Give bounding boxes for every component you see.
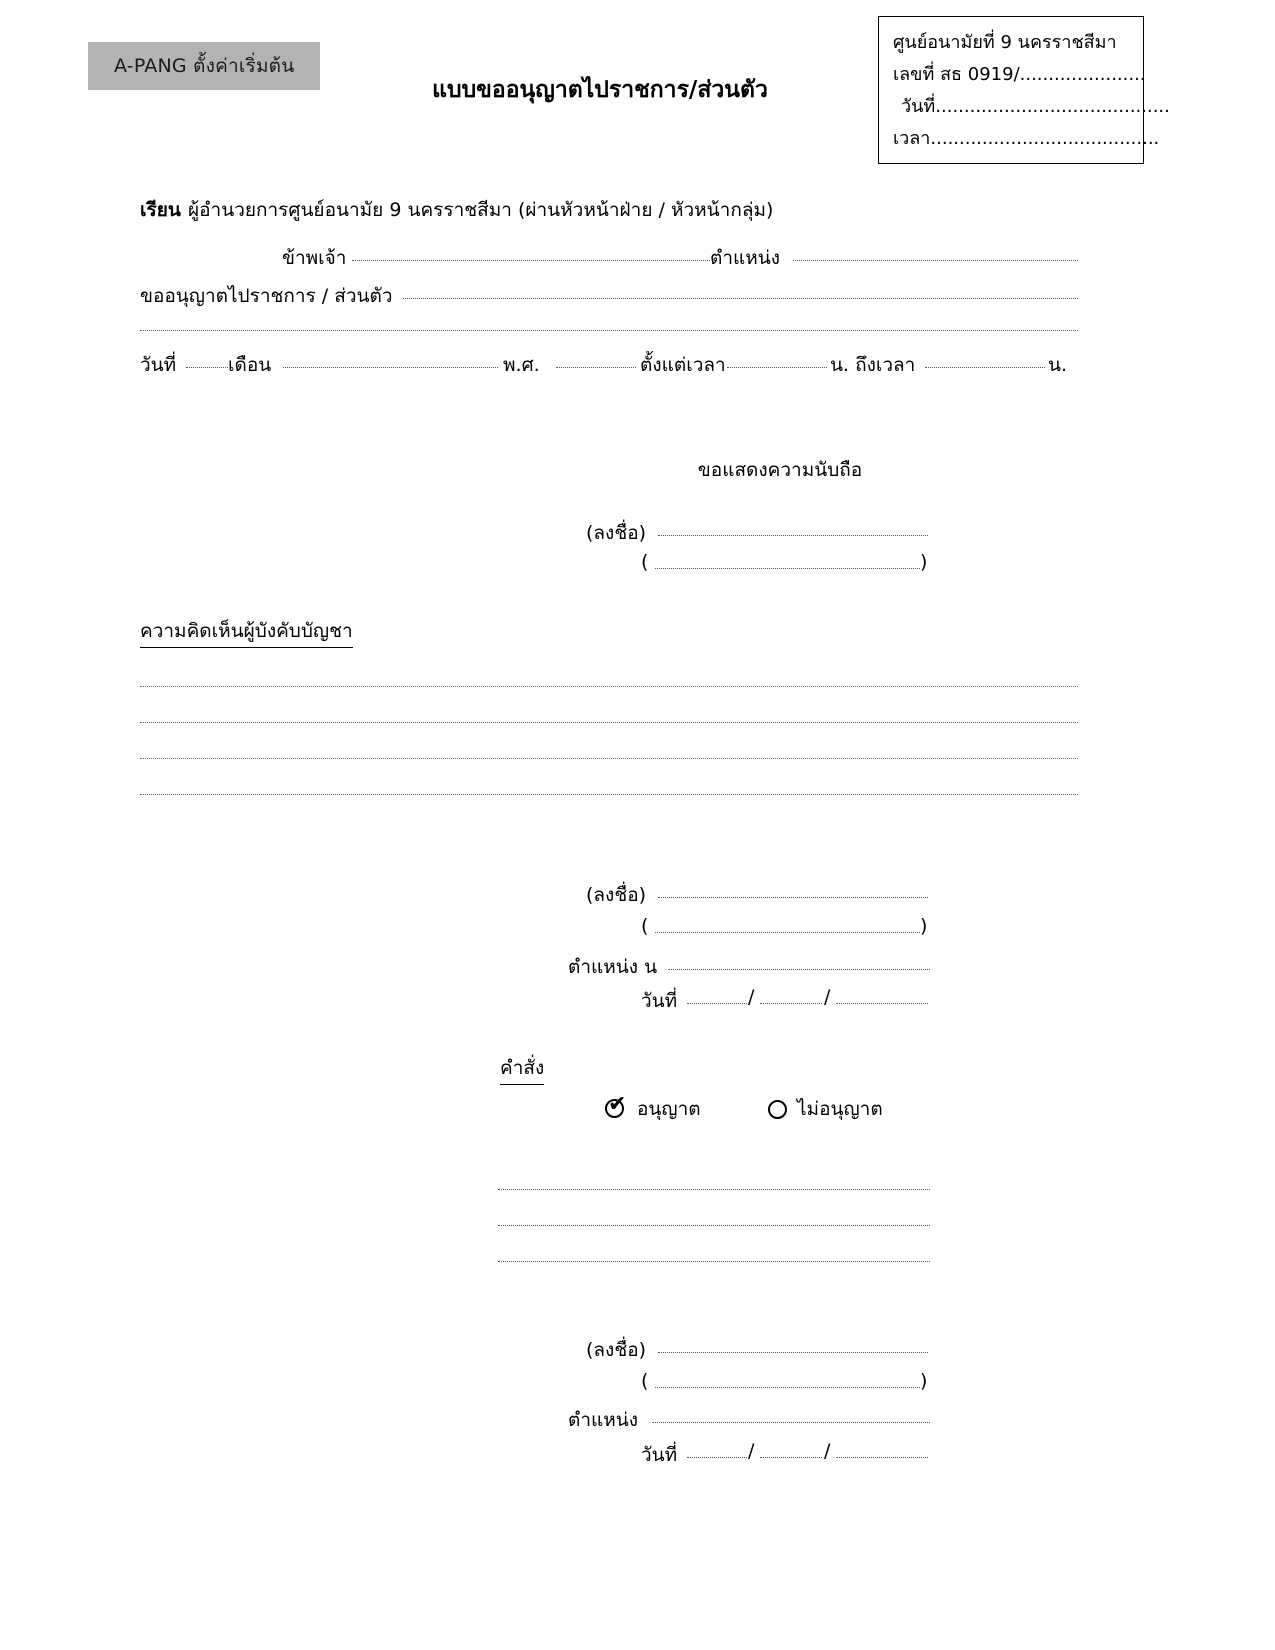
- date-label-2: วันที่: [641, 990, 678, 1012]
- date-month-input-3[interactable]: [760, 1440, 822, 1458]
- year-label: พ.ศ.: [503, 354, 540, 376]
- field-request-label: ขออนุญาตไปราชการ / ส่วนตัว: [140, 285, 393, 307]
- to-time-label: น. ถึงเวลา: [830, 354, 916, 376]
- date-slash-1-3: /: [748, 1440, 755, 1462]
- stamp-line-time: เวลา........................................: [893, 128, 1160, 149]
- date-year-input-3[interactable]: [836, 1440, 928, 1458]
- supervisor-opinion-line-4[interactable]: [140, 794, 1078, 795]
- supervisor-opinion-line-1[interactable]: [140, 686, 1078, 687]
- position-label-3: ตำแหน่ง: [568, 1409, 639, 1431]
- signature-input-3[interactable]: [658, 1335, 928, 1353]
- disapprove-label: ไม่อนุญาต: [797, 1098, 883, 1120]
- salutation-label: เรียน: [140, 199, 181, 221]
- name-paren-open-3: (: [641, 1370, 649, 1392]
- printed-name-input-3[interactable]: [655, 1370, 920, 1388]
- printed-name-input-1[interactable]: [655, 551, 920, 569]
- sign-label-1: (ลงชื่อ): [586, 522, 647, 544]
- order-note-line-2[interactable]: [498, 1208, 930, 1226]
- date-slash-2-2: /: [824, 986, 831, 1008]
- from-time-input[interactable]: [727, 350, 827, 368]
- page-title: แบบขออนุญาตไปราชการ/ส่วนตัว: [432, 77, 768, 103]
- field-request-input-line2[interactable]: [140, 330, 1078, 331]
- receipt-stamp-box: [878, 16, 1170, 164]
- name-paren-close-2: ): [920, 915, 928, 937]
- date-month-input-2[interactable]: [760, 986, 822, 1004]
- signature-input-1[interactable]: [658, 518, 928, 536]
- month-label: เดือน: [228, 354, 272, 376]
- approve-label: อนุญาต: [637, 1098, 701, 1120]
- field-self-input[interactable]: [352, 243, 710, 261]
- time-unit-label: น.: [1048, 354, 1068, 376]
- to-time-input[interactable]: [925, 350, 1045, 368]
- position-label-2: ตำแหน่ง น: [568, 956, 658, 978]
- supervisor-opinion-line-2[interactable]: [140, 722, 1078, 723]
- date-slash-1-2: /: [748, 986, 755, 1008]
- disapprove-option[interactable]: [768, 1094, 883, 1124]
- supervisor-opinion-line-3[interactable]: [140, 758, 1078, 759]
- date-input[interactable]: [186, 350, 228, 368]
- salutation-text: ผู้อำนวยการศูนย์อนามัย 9 นครราชสีมา (ผ่านหัวหน้าฝ่าย / หัวหน้ากลุ่ม): [188, 199, 774, 221]
- position-input-2[interactable]: [668, 952, 930, 970]
- position-input-3[interactable]: [652, 1405, 930, 1423]
- year-input[interactable]: [556, 350, 636, 368]
- checked-radio-icon[interactable]: ✔: [605, 1098, 627, 1120]
- supervisor-opinion-heading: ความคิดเห็นผู้บังคับบัญชา: [140, 616, 353, 648]
- order-heading: คำสั่ง: [500, 1053, 544, 1085]
- sign-label-2: (ลงชื่อ): [586, 884, 647, 906]
- field-request-input[interactable]: [403, 281, 1078, 299]
- approve-option[interactable]: [605, 1094, 701, 1124]
- name-paren-open-1: (: [641, 551, 649, 573]
- name-paren-close-1: ): [920, 551, 928, 573]
- from-time-label: ตั้งแต่เวลา: [640, 354, 726, 376]
- empty-radio-icon[interactable]: [768, 1100, 787, 1119]
- name-paren-open-2: (: [641, 915, 649, 937]
- field-position-label: ตำแหน่ง: [710, 247, 781, 269]
- order-note-line-3[interactable]: [498, 1244, 930, 1262]
- stamp-line-date: วันที่.........................................: [901, 96, 1170, 117]
- date-day-input-3[interactable]: [687, 1440, 747, 1458]
- name-paren-close-3: ): [920, 1370, 928, 1392]
- respect-text: ขอแสดงความนับถือ: [697, 459, 863, 481]
- logo-badge: [88, 42, 320, 90]
- field-self-label: ข้าพเจ้า: [282, 247, 347, 269]
- order-note-line-1[interactable]: [498, 1172, 930, 1190]
- logo-label: A-PANG ตั้งค่าเริ่มต้น: [114, 55, 295, 77]
- stamp-line-org: ศูนย์อนามัยที่ 9 นครราชสีมา: [893, 32, 1117, 53]
- signature-input-2[interactable]: [658, 880, 928, 898]
- date-label: วันที่: [140, 354, 177, 376]
- printed-name-input-2[interactable]: [655, 915, 920, 933]
- date-label-3: วันที่: [641, 1444, 678, 1466]
- sign-label-3: (ลงชื่อ): [586, 1339, 647, 1361]
- date-day-input-2[interactable]: [687, 986, 747, 1004]
- month-input[interactable]: [283, 350, 498, 368]
- date-slash-2-3: /: [824, 1440, 831, 1462]
- field-position-input[interactable]: [793, 243, 1078, 261]
- stamp-line-number: เลขที่ สธ 0919/......................: [893, 64, 1146, 85]
- date-year-input-2[interactable]: [836, 986, 928, 1004]
